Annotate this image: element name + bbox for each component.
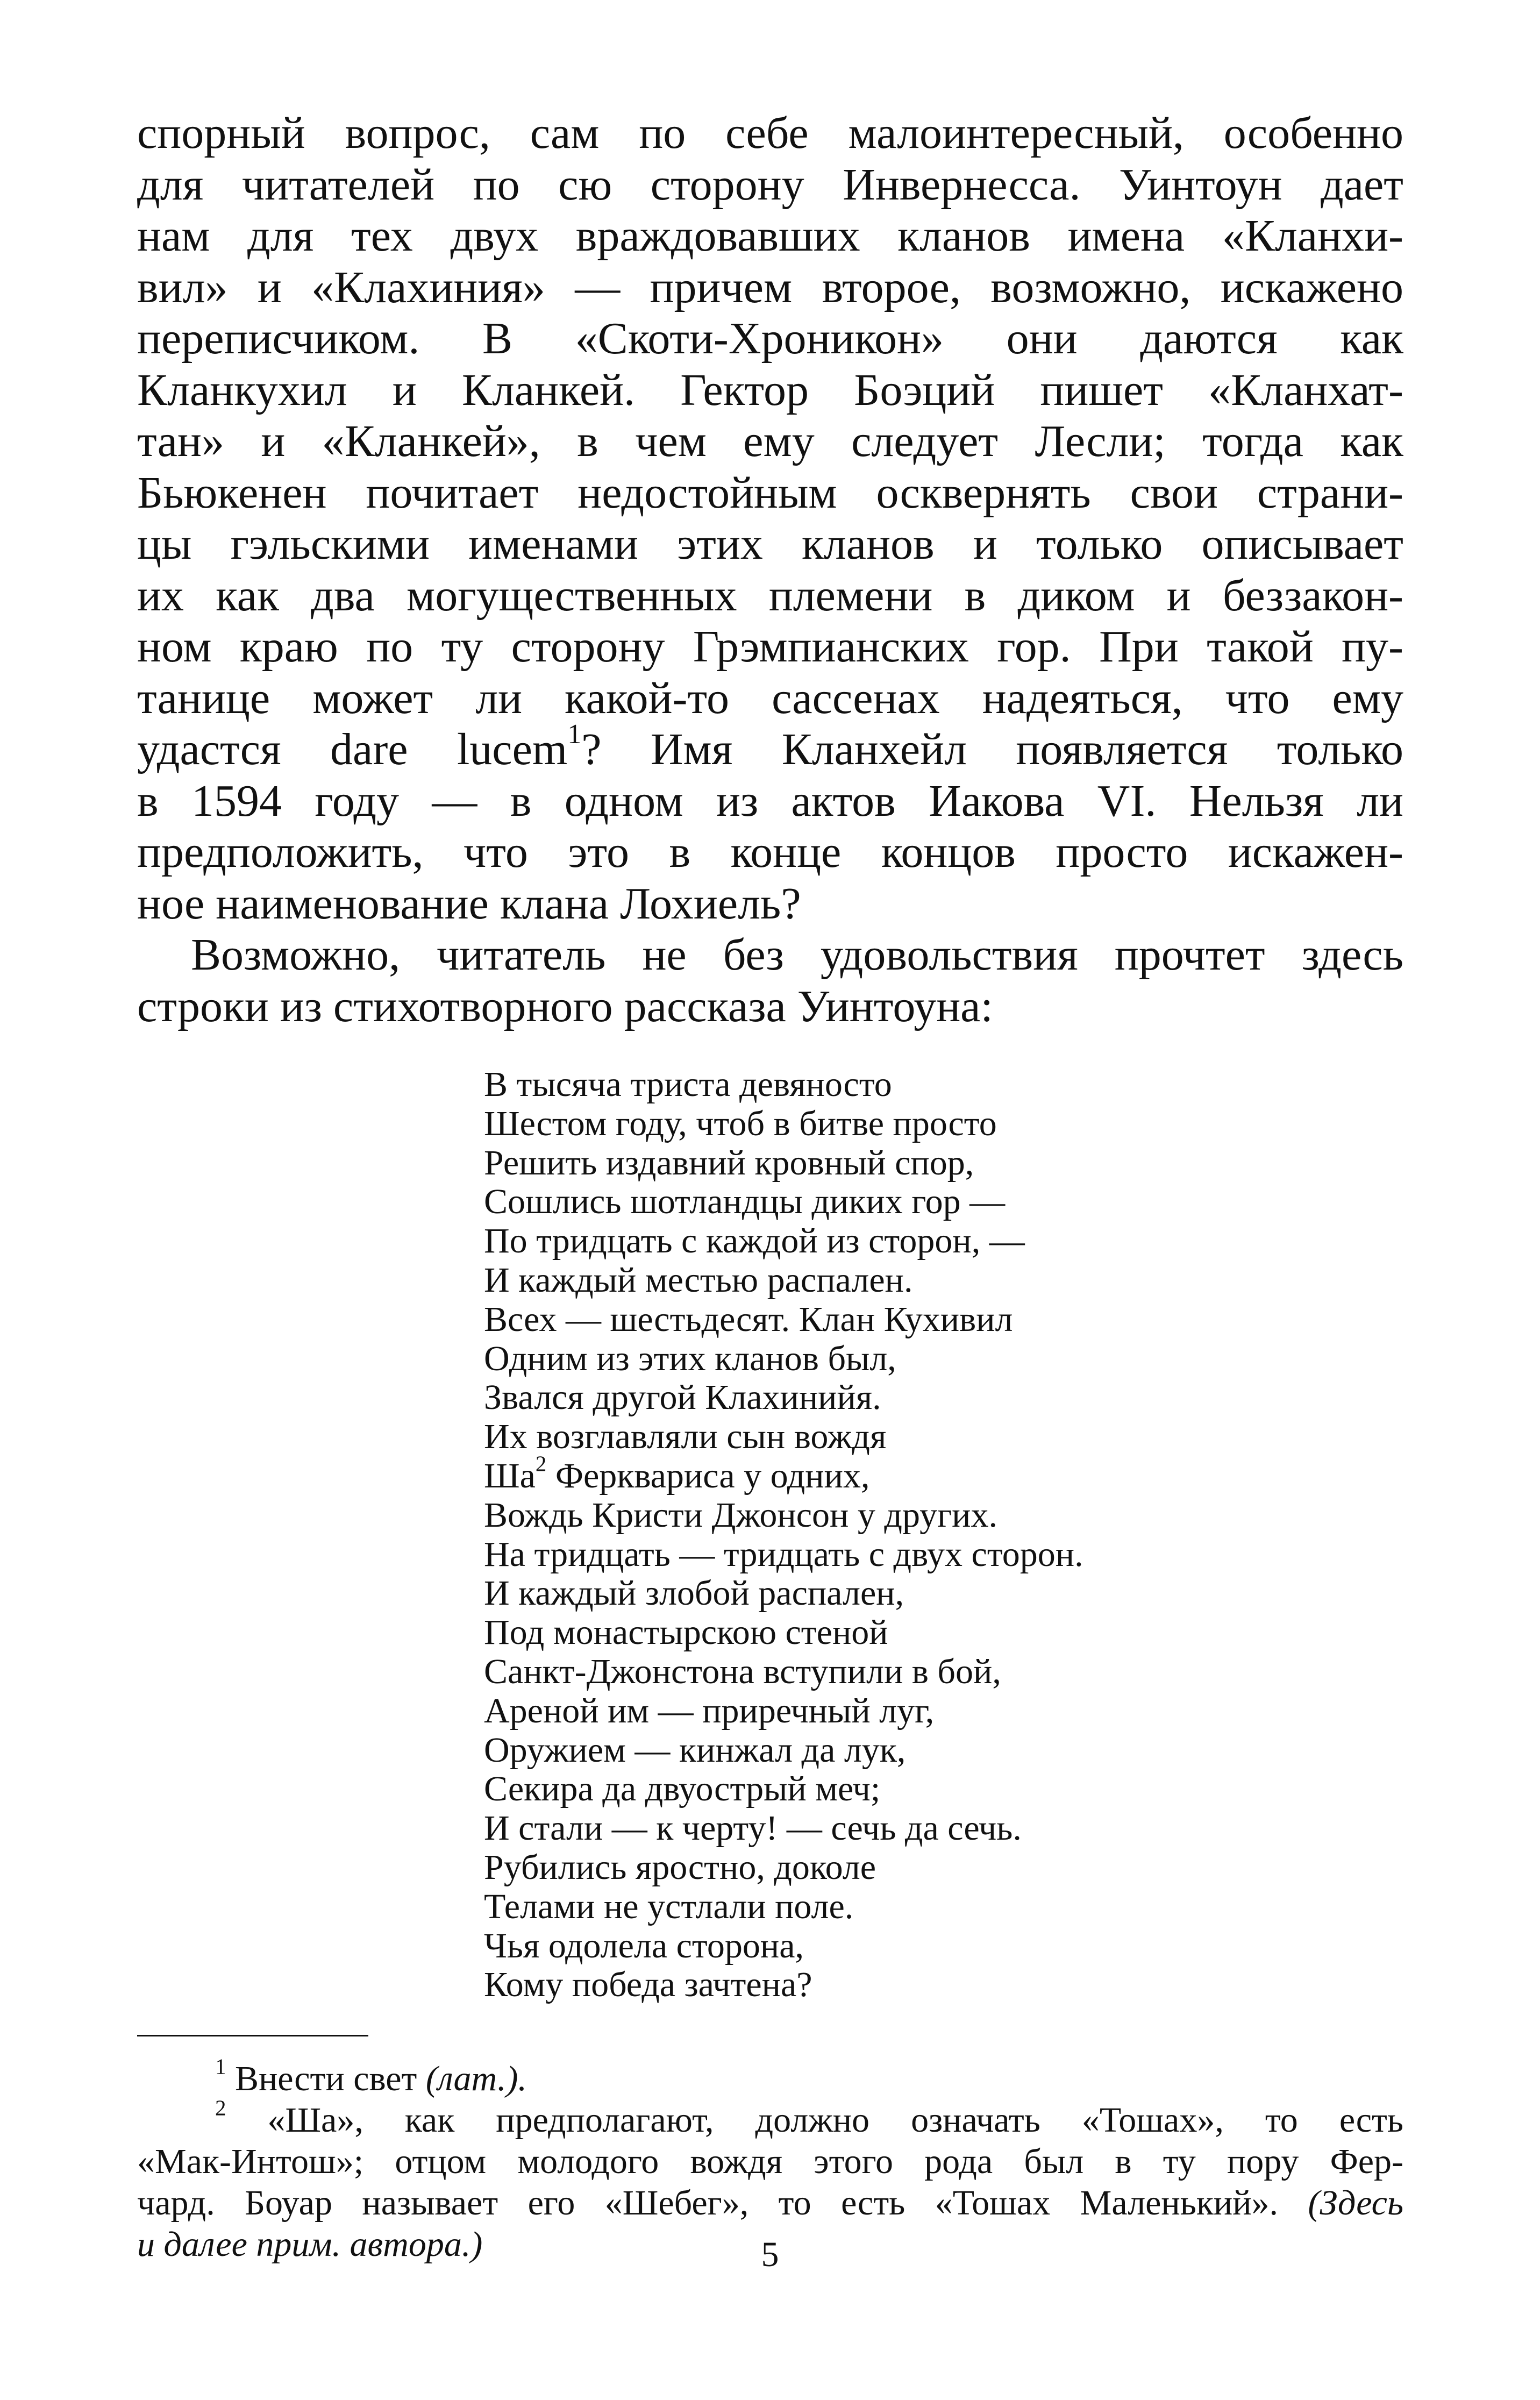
poem-line: И стали — к черту! — сечь да сечь.: [484, 1808, 1022, 1848]
poem-line: В тысяча триста девяносто: [484, 1065, 892, 1104]
poem-line: Телами не устлали поле.: [484, 1886, 854, 1926]
text-segment: Ша: [484, 1456, 536, 1495]
footnote-mark: 1: [215, 2054, 226, 2079]
poem-line: Шестом году, чтоб в битве просто: [484, 1103, 997, 1143]
text-line: для читателей по сю сторону Инвернесса. Уинтоун дает: [137, 159, 1403, 210]
footnote-text: чард. Боуар называет его «Шебег», то есть «Тошах Маленький».: [137, 2183, 1279, 2223]
poem-line: Чья одолела сторона,: [484, 1926, 804, 1965]
footnote-1: [137, 2054, 1403, 2099]
footnote-2-line: «Мак-Интош»; отцом молодого вождя этого рода был в ту пору Фер-: [137, 2142, 1403, 2182]
poem-line-with-footnote: [484, 1451, 1403, 1496]
poem-line: Всех — шестьдесят. Клан Кухивил: [484, 1299, 1013, 1339]
poem-line: Под монастырскою стеной: [484, 1613, 888, 1653]
poem-line: Оружием — кинжал да лук,: [484, 1730, 906, 1770]
text-line: цы гэльскими именами этих кланов и только описывает: [137, 519, 1403, 569]
footnote-italic: (Здесь: [1308, 2183, 1403, 2223]
paragraph-intro-poem: [137, 929, 1403, 1032]
text-line: нам для тех двух враждовавших кланов имена «Кланхи-: [137, 211, 1403, 261]
footnote-2-line: [137, 2182, 1403, 2224]
text-line: переписчиком. В «Скоти-Хроникон» они даются как: [137, 314, 1403, 364]
text-line: танице может ли какой-то сассенах надеяться, что ему: [137, 673, 1403, 723]
page-number: 5: [761, 2235, 779, 2274]
text-line: вил» и «Клахиния» — причем второе, возможно, искажено: [137, 262, 1403, 312]
text-line: в 1594 году — в одном из актов Иакова VI. Нельзя ли: [137, 775, 1403, 826]
footnote-text: «Ша», как предполагают, должно означать «Тошах», то есть: [267, 2100, 1403, 2140]
poem-line: Кому победа зачтена?: [484, 1965, 812, 2005]
text-line: Возможно, читатель не без удовольствия прочтет здесь: [191, 930, 1403, 980]
poem-line: Рубились яростно, доколе: [484, 1847, 876, 1887]
poem-line: На тридцать — тридцать с двух сторон.: [484, 1534, 1083, 1574]
poem-block: [484, 1065, 1403, 2005]
text-line: ное наименование клана Лохиель?: [137, 878, 801, 929]
poem-line: Их возглавляли сын вождя: [484, 1417, 887, 1457]
text-segment: Ферквариса у одних,: [546, 1456, 870, 1495]
text-segment: ? Имя Кланхейл появляется только: [581, 724, 1403, 774]
footnote-ref-1[interactable]: 1: [567, 718, 582, 750]
footnote-ref-2[interactable]: 2: [535, 1451, 547, 1476]
text-line: их как два могущественных племени в диком и беззакон-: [137, 570, 1403, 621]
footnote-2-line: и далее прим. автора.): [137, 2225, 483, 2264]
text-line: тан» и «Кланкей», в чем ему следует Лесли; тогда как: [137, 416, 1403, 466]
footnote-2-line: [137, 2096, 1403, 2141]
poem-line: И каждый злобой распален,: [484, 1573, 904, 1613]
footnote-divider: [137, 2035, 368, 2036]
text-line: спорный вопрос, сам по себе малоинтересный, особенно: [137, 108, 1403, 158]
text-line: строки из стихотворного рассказа Уинтоуна:: [137, 981, 993, 1031]
footnote-italic: (лат.).: [425, 2059, 527, 2099]
text-line: предположить, что это в конце концов просто искажен-: [137, 827, 1403, 877]
poem-line: Решить издавний кровный спор,: [484, 1143, 974, 1183]
footnote-text: Внести свет: [234, 2059, 417, 2099]
paragraph-main: [137, 108, 1403, 929]
text-line: Кланкухил и Кланкей. Гектор Боэций пишет «Кланхат-: [137, 365, 1403, 415]
poem-line: Санкт-Джонстона вступили в бой,: [484, 1651, 1001, 1691]
text-line: ном краю по ту сторону Грэмпианских гор. При такой пу-: [137, 622, 1403, 672]
text-segment: удастся dare lucem: [137, 724, 568, 774]
text-line: Бьюкенен почитает недостойным осквернять свои страни-: [137, 467, 1403, 518]
poem-line: И каждый местью распален.: [484, 1260, 913, 1300]
book-page: [137, 108, 1403, 2265]
footnote-mark: 2: [215, 2096, 226, 2120]
poem-line: Одним из этих кланов был,: [484, 1338, 896, 1378]
text-line-with-footnote: [137, 718, 1403, 775]
poem-line: Звался другой Клахинийя.: [484, 1378, 881, 1418]
poem-line: Сошлись шотландцы диких гор —: [484, 1182, 1006, 1222]
poem-line: Ареной им — приречный луг,: [484, 1691, 935, 1730]
poem-line: Секира да двуострый меч;: [484, 1769, 881, 1809]
poem-line: Вождь Кристи Джонсон у других.: [484, 1495, 997, 1535]
poem-line: По тридцать с каждой из сторон, —: [484, 1221, 1025, 1261]
